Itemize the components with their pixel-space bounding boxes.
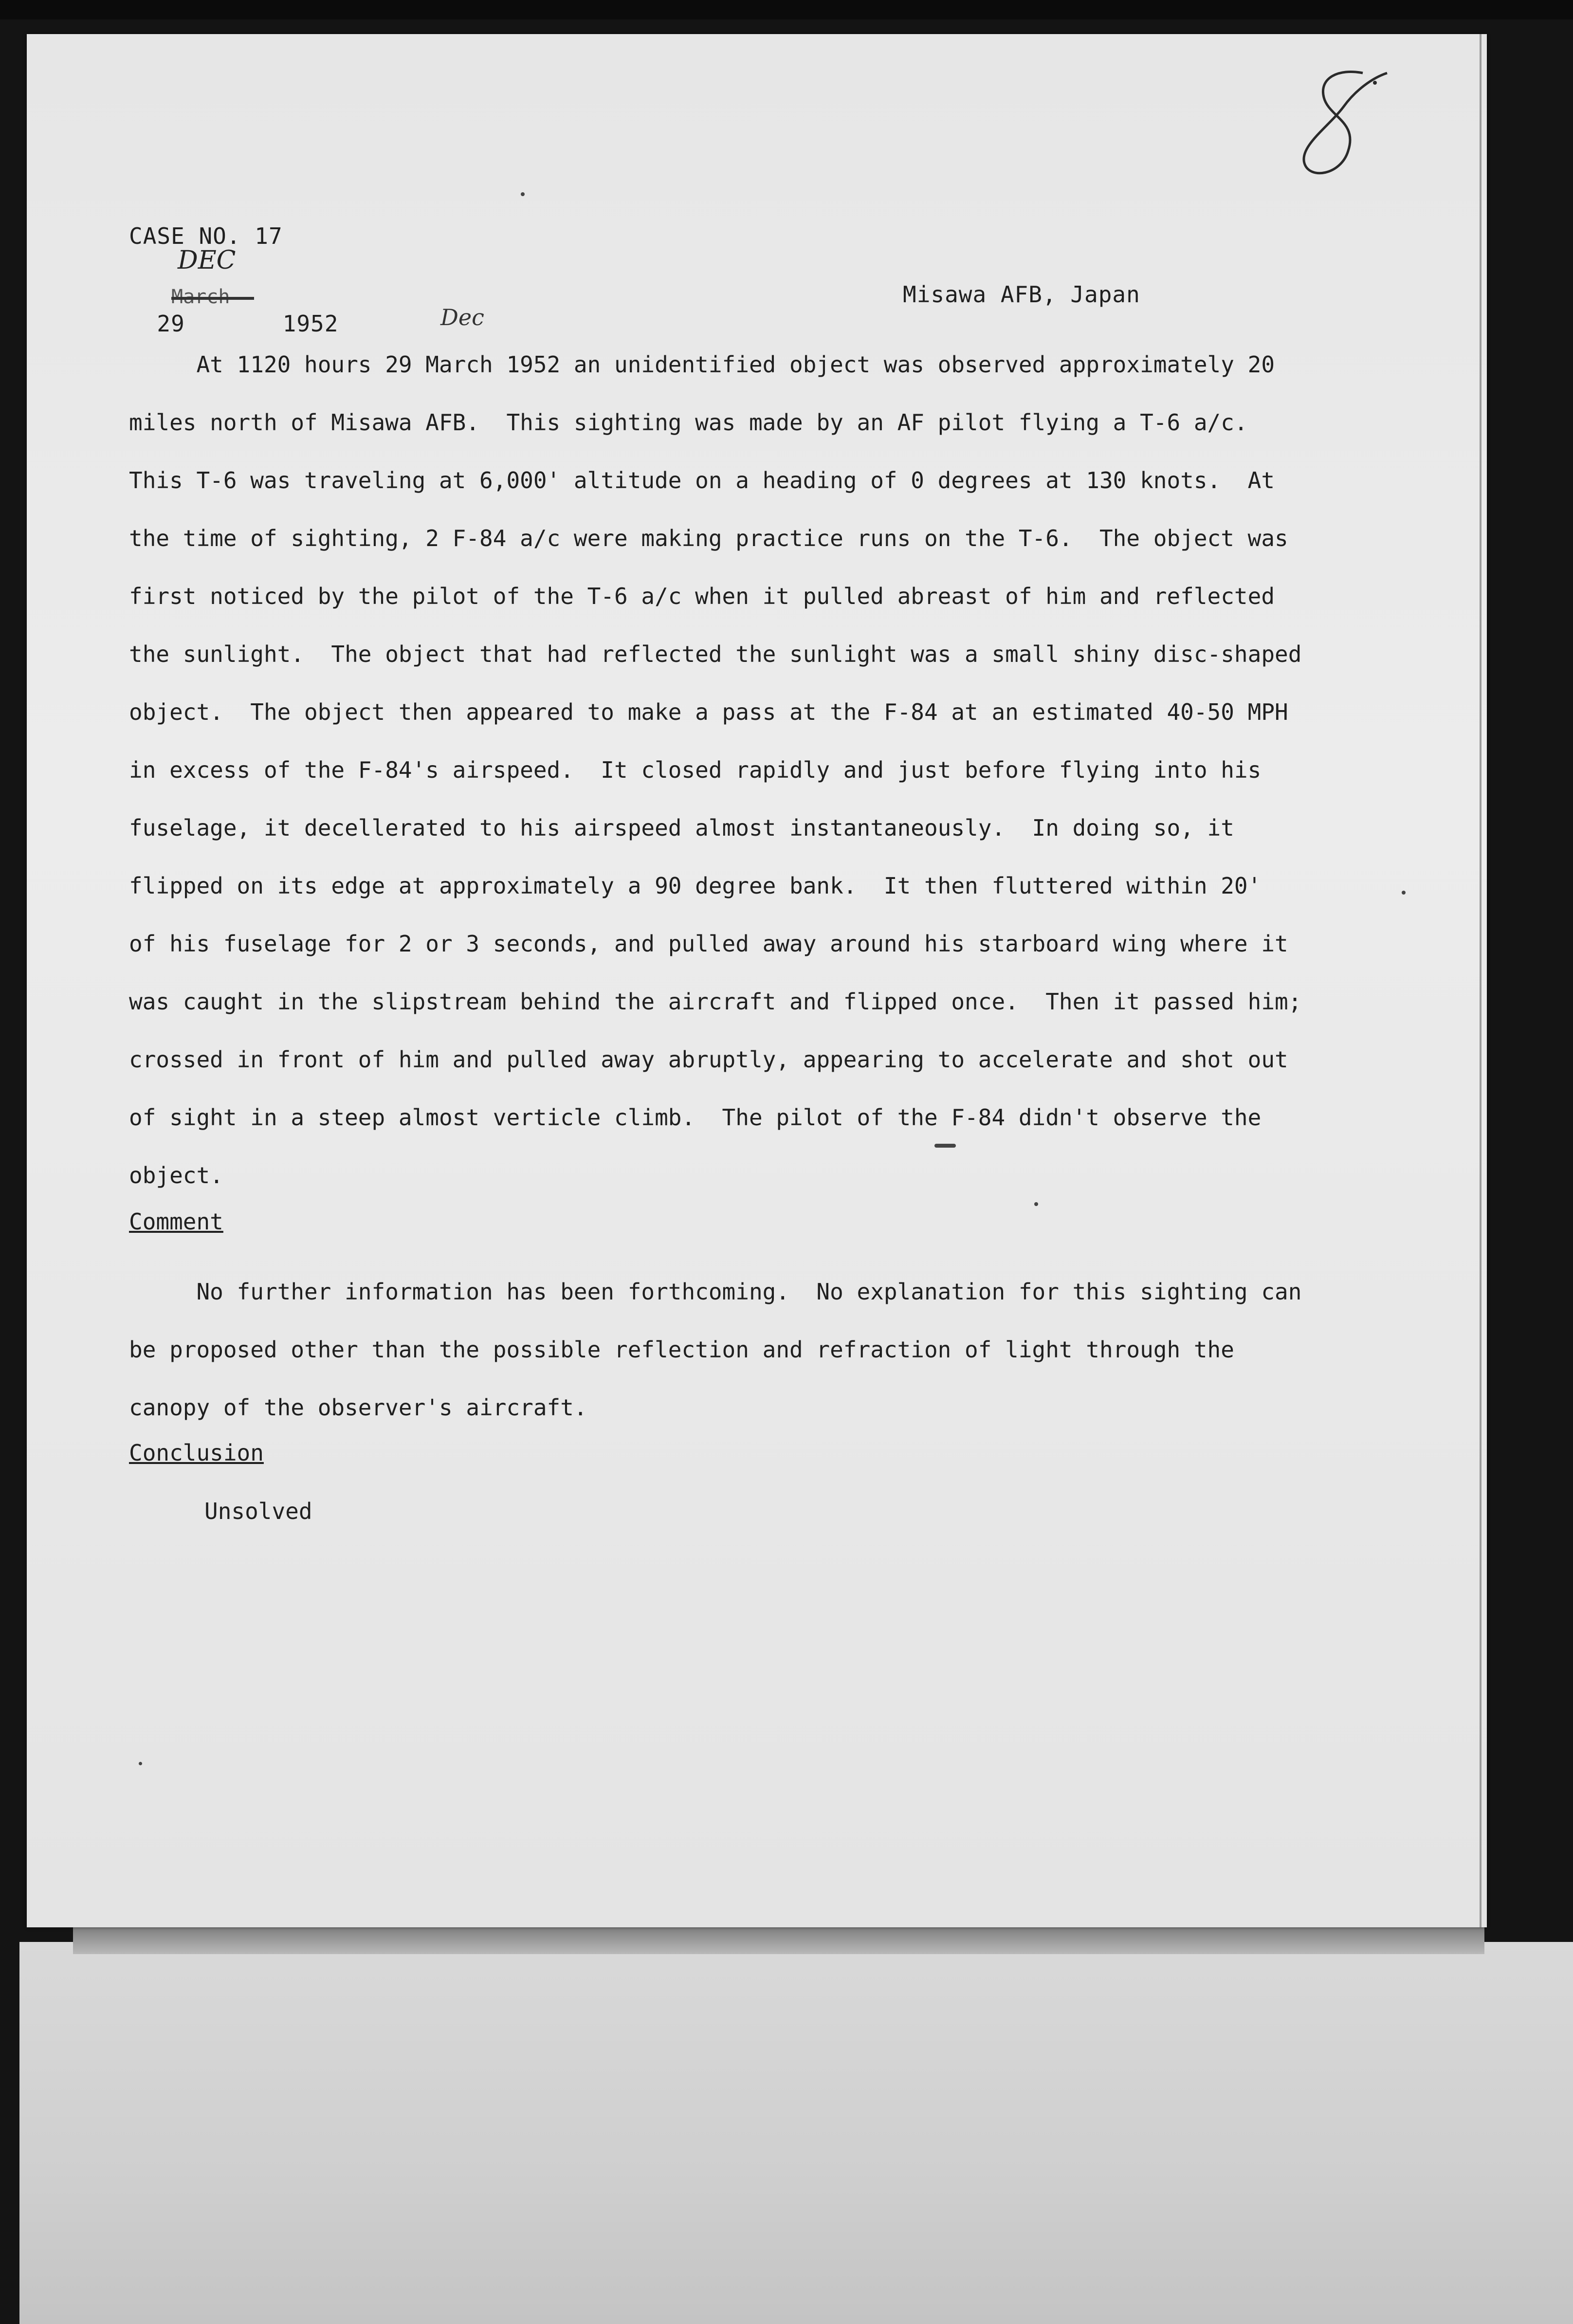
case-number-heading: CASE NO. 17	[129, 223, 283, 249]
scan-top-border	[0, 0, 1573, 19]
narrative-line: of sight in a steep almost verticle climb. The pilot of the F-84 didn't observe the	[129, 1104, 1262, 1131]
narrative-line: crossed in front of him and pulled away abruptly, appearing to accelerate and shot out	[129, 1046, 1288, 1073]
page-right-edge	[1480, 34, 1482, 1927]
handwritten-body-correction: Dec	[440, 304, 484, 330]
narrative-line: miles north of Misawa AFB. This sighting was made by an AF pilot flying a T-6 a/c.	[129, 409, 1248, 436]
sheet-bottom-shadow	[73, 1925, 1484, 1954]
comment-line: canopy of the observer's aircraft.	[129, 1394, 587, 1421]
sighting-narrative	[129, 336, 1419, 1205]
narrative-line: in excess of the F-84's airspeed. It closed rapidly and just before flying into his	[129, 757, 1262, 783]
date-day: 29	[157, 311, 185, 337]
narrative-line: the sunlight. The object that had reflected the sunlight was a small shiny disc-shaped	[129, 641, 1302, 667]
comment-paragraph	[129, 1263, 1301, 1437]
date-year: 1952	[282, 311, 339, 337]
narrative-line: of his fuselage for 2 or 3 seconds, and pulled away around his starboard wing where it	[129, 931, 1288, 957]
scan-speck	[139, 1762, 142, 1765]
narrative-line: fuselage, it decellerated to his airspeed almost instantaneously. In doing so, it	[129, 815, 1234, 841]
narrative-line: object. The object then appeared to make a pass at the F-84 at an estimated 40-50 MPH	[129, 699, 1288, 725]
narrative-line: the time of sighting, 2 F-84 a/c were making practice runs on the T-6. The object was	[129, 525, 1288, 551]
date-gap	[185, 311, 283, 337]
narrative-line: object.	[129, 1162, 223, 1189]
comment-line: be proposed other than the possible reflection and refraction of light through the	[129, 1336, 1234, 1363]
narrative-line: first noticed by the pilot of the T-6 a/c when it pulled abreast of him and reflected	[129, 583, 1275, 609]
strike-through-line	[171, 297, 254, 300]
conclusion-heading: Conclusion	[129, 1440, 264, 1466]
narrative-line: At 1120 hours 29 March 1952 an unidentified object was observed approximately 20	[129, 351, 1275, 378]
narrative-line: flipped on its edge at approximately a 90 degree bank. It then fluttered within 20'	[129, 873, 1262, 899]
scan-speck	[521, 192, 525, 196]
scan-lower-background	[19, 1942, 1573, 2324]
comment-line: No further information has been forthcoming. No explanation for this sighting can	[129, 1279, 1302, 1305]
narrative-line: was caught in the slipstream behind the aircraft and flipped once. Then it passed him;	[129, 988, 1302, 1015]
scan-speck	[1402, 891, 1406, 895]
comment-heading: Comment	[129, 1208, 223, 1235]
scan-speck	[1034, 1202, 1038, 1206]
report-location: Misawa AFB, Japan	[903, 281, 1140, 308]
struck-out-month	[171, 282, 254, 311]
handwritten-month-correction: DEC	[178, 246, 236, 275]
handwritten-page-number	[1265, 58, 1392, 195]
scan-speck	[934, 1144, 956, 1148]
narrative-line: This T-6 was traveling at 6,000' altitude on a heading of 0 degrees at 130 knots. At	[129, 467, 1275, 494]
conclusion-text: Unsolved	[204, 1498, 312, 1524]
